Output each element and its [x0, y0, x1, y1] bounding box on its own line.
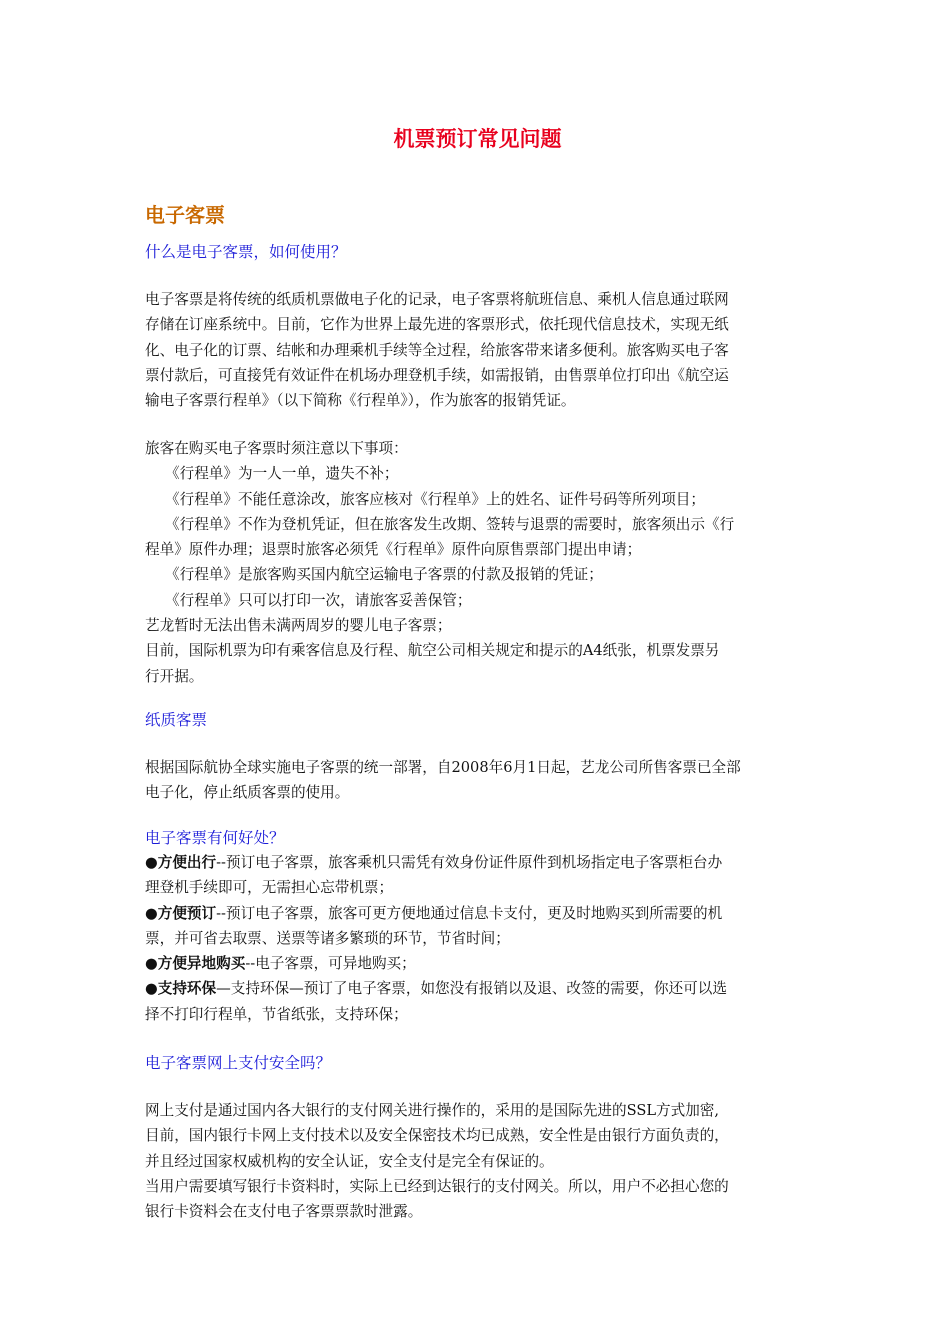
text-line: 理登机手续即可，无需担心忘带机票；	[145, 879, 394, 897]
text-line: 程单》原件办理；退票时旅客必须凭《行程单》原件向原售票部门提出申请；	[145, 541, 642, 559]
benefit-head: 方便预订	[157, 904, 217, 922]
text-line: 旅客在购买电子客票时须注意以下事项：	[145, 440, 408, 457]
list-item: 《行程单》不能任意涂改，旅客应核对《行程单》上的姓名、证件号码等所列项目；	[165, 490, 705, 508]
question-heading-1: 什么是电子客票，如何使用？	[145, 243, 347, 261]
benefit-sep: --	[216, 854, 226, 871]
benefits-list	[145, 850, 810, 1027]
list-item: 《行程单》只可以打印一次，请旅客妥善保管；	[165, 591, 472, 609]
text-line: 择不打印行程单，节省纸张，支持环保；	[145, 1005, 408, 1023]
benefit-sep: --	[216, 904, 226, 922]
text-line: 当用户需要填写银行卡资料时，实际上已经到达银行的支付网关。所以，用户不必担心您的	[145, 1177, 729, 1195]
bullet: ●	[145, 904, 158, 922]
notice-list	[145, 436, 810, 689]
section-title: 电子客票	[145, 203, 225, 227]
benefit-sep: —	[216, 980, 231, 998]
list-item: 《行程单》为一人一单，遗失不补；	[165, 465, 399, 483]
text-line: 输电子客票行程单》（以下简称《行程单》），作为旅客的报销凭证。	[145, 392, 576, 410]
question-heading-3: 电子客票有何好处？	[145, 829, 285, 847]
benefit-item	[145, 850, 810, 875]
text-line: 艺龙暂时无法出售未满两周岁的婴儿电子客票；	[145, 617, 452, 635]
benefit-text: 预订电子客票，旅客可更方便地通过信息卡支付，更及时地购买到所需要的机	[226, 904, 723, 922]
benefit-item	[145, 951, 810, 976]
question-heading-2: 纸质客票	[145, 711, 208, 729]
bullet: ●	[145, 980, 158, 998]
benefit-sep: --	[245, 955, 256, 973]
benefit-item	[145, 976, 810, 1001]
benefit-head: 方便出行	[157, 854, 217, 871]
text-line: 电子客票是将传统的纸质机票做电子化的记录，电子客票将航班信息、乘机人信息通过联网	[145, 291, 729, 308]
text-line: 行开据。	[145, 667, 204, 685]
text-line: 并且经过国家权威机构的安全认证，安全支付是完全有保证的。	[145, 1152, 554, 1170]
text-line: 根据国际航协全球实施电子客票的统一部署，自2008年6月1日起，艺龙公司所售客票已全部	[145, 759, 741, 776]
text-line: 电子化，停止纸质客票的使用。	[145, 784, 350, 802]
text-line: 目前，国内银行卡网上支付技术以及安全保密技术均已成熟，安全性是由银行方面负责的，	[145, 1127, 729, 1145]
benefit-head: 支持环保	[157, 980, 217, 998]
benefit-item	[145, 901, 810, 926]
benefit-text: 预订电子客票，旅客乘机只需凭有效身份证件原件到机场指定电子客票柜台办	[226, 854, 723, 871]
text-line: 目前，国际机票为印有乘客信息及行程、航空公司相关规定和提示的A4纸张，机票发票另	[145, 642, 720, 660]
text-line: 网上支付是通过国内各大银行的支付网关进行操作的，采用的是国际先进的SSL方式加密,	[145, 1102, 720, 1119]
text-line: 存储在订座系统中。目前，它作为世界上最先进的客票形式，依托现代信息技术，实现无纸	[145, 316, 729, 334]
list-item: 《行程单》是旅客购买国内航空运输电子客票的付款及报销的凭证；	[165, 566, 603, 584]
benefit-text: 电子客票，可异地购买；	[255, 955, 416, 973]
bullet: ●	[145, 854, 158, 871]
answer-paragraph-4	[145, 1098, 810, 1224]
list-item: 《行程单》不作为登机凭证，但在旅客发生改期、签转与退票的需要时，旅客须出示《行	[165, 515, 735, 533]
text-line: 银行卡资料会在支付电子客票票款时泄露。	[145, 1203, 423, 1221]
question-heading-4: 电子客票网上支付安全吗？	[145, 1054, 332, 1072]
bullet: ●	[145, 955, 158, 973]
benefit-head: 方便异地购买	[157, 955, 246, 973]
answer-paragraph-3	[145, 755, 810, 806]
text-line: 化、电子化的订票、结帐和办理乘机手续等全过程，给旅客带来诸多便利。旅客购买电子客	[145, 341, 729, 359]
benefit-text: 支持环保—预订了电子客票，如您没有报销以及退、改签的需要，你还可以选	[230, 980, 727, 998]
text-line: 票付款后，可直接凭有效证件在机场办理登机手续，如需报销，由售票单位打印出《航空运	[145, 366, 729, 384]
answer-paragraph-1	[145, 287, 810, 413]
document-title: 机票预订常见问题	[393, 127, 562, 151]
text-line: 票，并可省去取票、送票等诸多繁琐的环节，节省时间；	[145, 929, 510, 947]
